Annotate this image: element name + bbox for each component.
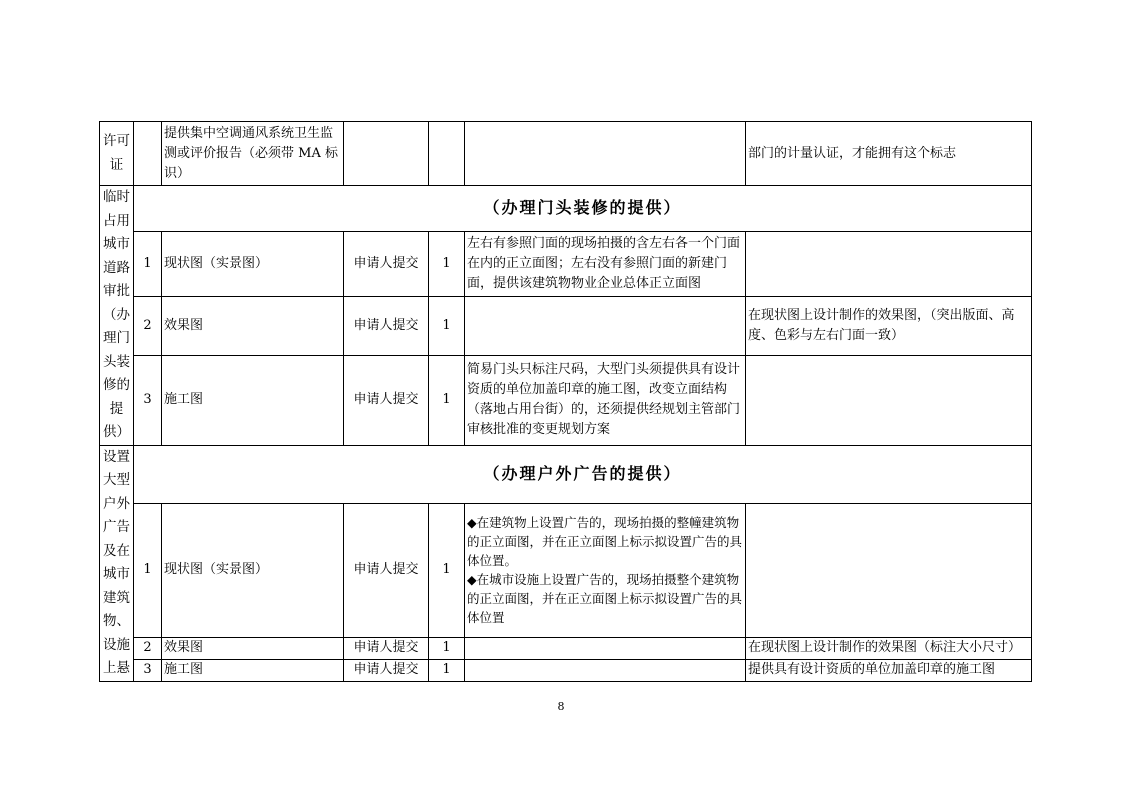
provider-cell: 申请人提交 [344, 637, 429, 659]
copies-cell [429, 122, 465, 186]
requirement-cell [465, 659, 746, 681]
section-title: （办理户外广告的提供） [134, 445, 1032, 503]
category-cell: 临时占用城市道路审批（办理门头装修的提供） [100, 186, 134, 446]
note-cell: 在现状图上设计制作的效果图，（突出版面、高度、色彩与左右门面一致） [746, 297, 1032, 356]
copies-cell: 1 [429, 297, 465, 356]
copies-cell: 1 [429, 356, 465, 445]
table-row [100, 356, 1032, 445]
number-cell: 1 [134, 503, 162, 637]
requirement-cell [465, 637, 746, 659]
requirement-cell: 简易门头只标注尺码，大型门头须提供具有设计资质的单位加盖印章的施工图，改变立面结构（落地占用台街）的，还须提供经规划主管部门审核批准的变更规划方案 [465, 356, 746, 445]
number-cell: 2 [134, 637, 162, 659]
provider-cell: 申请人提交 [344, 231, 429, 296]
requirement-cell [465, 503, 746, 637]
section-title: （办理门头装修的提供） [134, 186, 1032, 232]
table-row [100, 659, 1032, 681]
material-cell: 施工图 [162, 659, 344, 681]
material-cell: 效果图 [162, 637, 344, 659]
number-cell [134, 122, 162, 186]
provider-cell: 申请人提交 [344, 297, 429, 356]
table-row [100, 503, 1032, 637]
note-cell: 在现状图上设计制作的效果图（标注大小尺寸） [746, 637, 1032, 659]
copies-cell: 1 [429, 637, 465, 659]
note-cell: 提供具有设计资质的单位加盖印章的施工图 [746, 659, 1032, 681]
note-cell [746, 503, 1032, 637]
requirement-cell [465, 122, 746, 186]
material-cell: 提供集中空调通风系统卫生监测或评价报告（必须带 MA 标识） [162, 122, 344, 186]
copies-cell: 1 [429, 503, 465, 637]
requirement-facility: ◆在城市设施上设置广告的，现场拍摄整个建筑物的正立面图，并在正立面图上标示拟设置广告的具体位置 [467, 572, 743, 626]
page-number: 8 [557, 700, 565, 713]
section-header-row [100, 186, 1032, 232]
number-cell: 3 [134, 659, 162, 681]
note-cell: 部门的计量认证，才能拥有这个标志 [746, 122, 1032, 186]
note-cell [746, 356, 1032, 445]
table-row [100, 297, 1032, 356]
material-cell: 效果图 [162, 297, 344, 356]
material-cell: 现状图（实景图） [162, 503, 344, 637]
provider-cell: 申请人提交 [344, 356, 429, 445]
material-cell: 施工图 [162, 356, 344, 445]
category-cell: 设置大型户外广告及在城市建筑物、设施上悬 [100, 445, 134, 681]
materials-table [99, 121, 1032, 682]
provider-cell: 申请人提交 [344, 503, 429, 637]
provider-cell [344, 122, 429, 186]
note-cell [746, 231, 1032, 296]
category-cell: 许可证 [100, 122, 134, 186]
copies-cell: 1 [429, 659, 465, 681]
section-header-row [100, 445, 1032, 503]
number-cell: 3 [134, 356, 162, 445]
requirement-building: ◆在建筑物上设置广告的，现场拍摄的整幢建筑物的正立面图，并在正立面图上标示拟设置广告的具体位置。 [467, 515, 743, 569]
copies-cell: 1 [429, 231, 465, 296]
requirement-cell [465, 297, 746, 356]
number-cell: 2 [134, 297, 162, 356]
material-cell: 现状图（实景图） [162, 231, 344, 296]
table-row [100, 637, 1032, 659]
number-cell: 1 [134, 231, 162, 296]
table-row-license [100, 122, 1032, 186]
provider-cell: 申请人提交 [344, 659, 429, 681]
table-row [100, 231, 1032, 296]
requirement-cell: 左右有参照门面的现场拍摄的含左右各一个门面在内的正立面图；左右没有参照门面的新建门面，提供该建筑物物业企业总体正立面图 [465, 231, 746, 296]
